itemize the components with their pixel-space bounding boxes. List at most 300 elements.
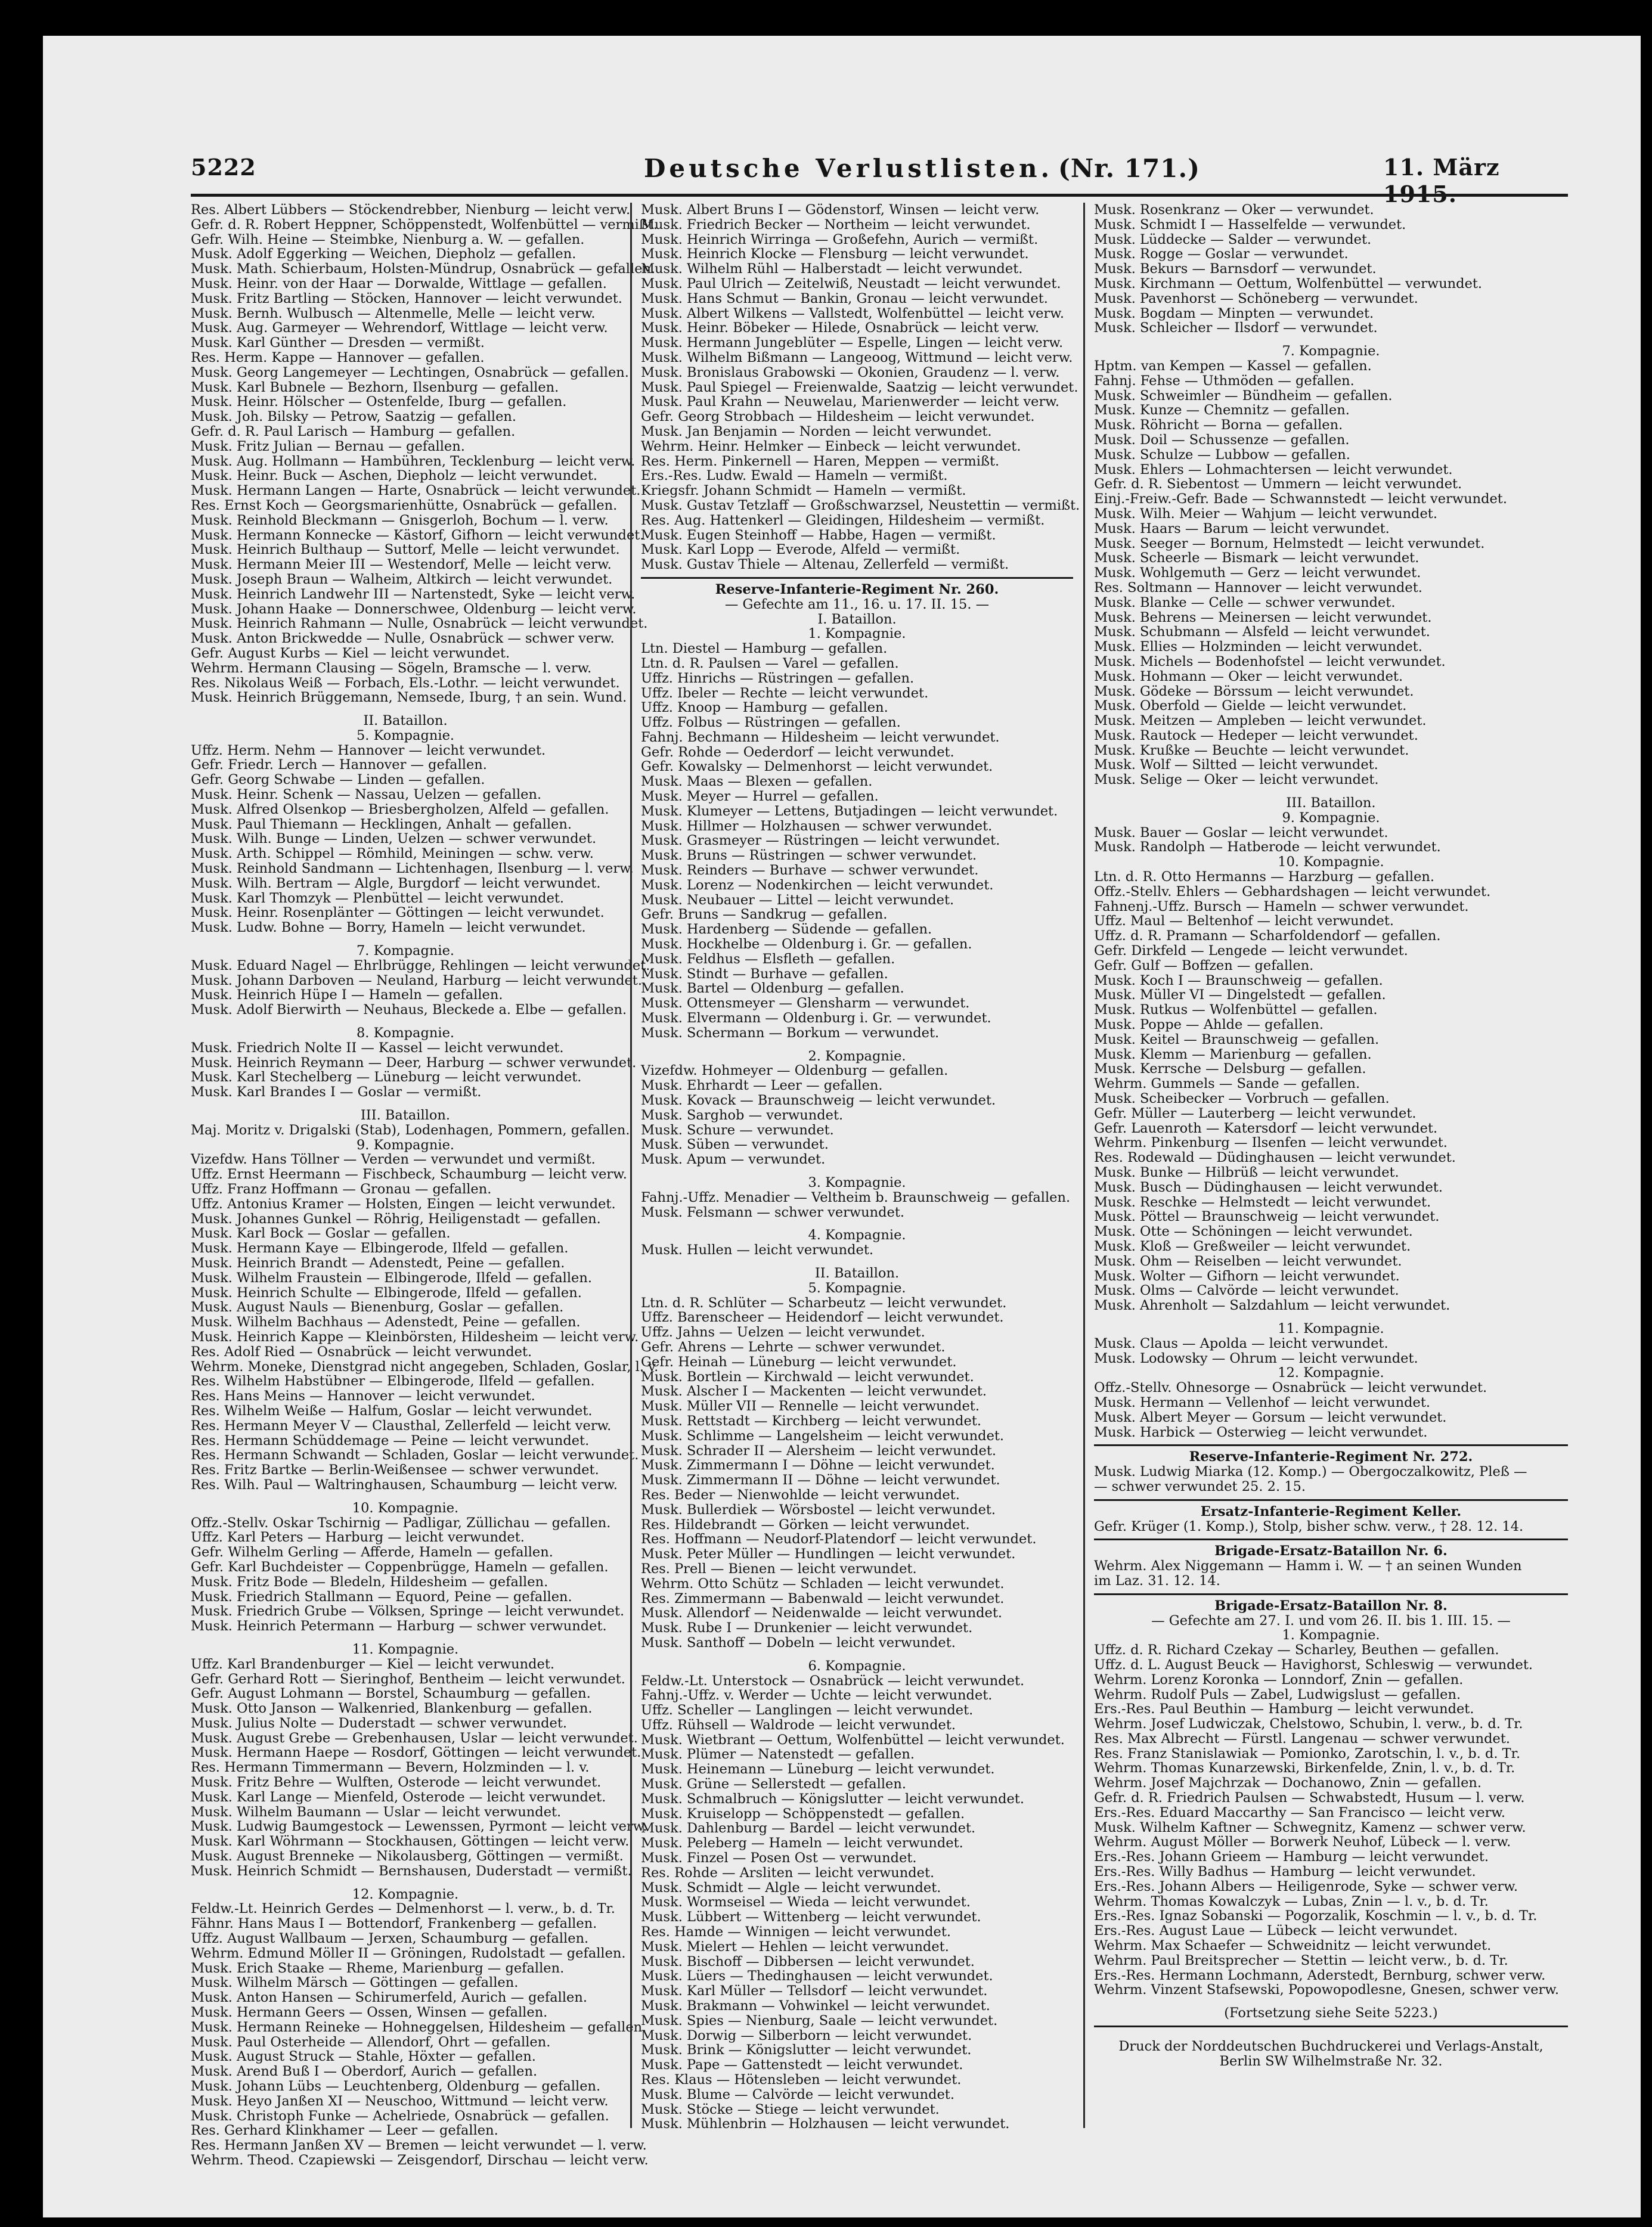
casualty-entry: Musk. Poppe — Ahlde — gefallen. <box>1094 1017 1324 1033</box>
casualty-entry: Musk. Ahrenholt — Salzdahlum — leicht verwundet. <box>1094 1298 1450 1314</box>
casualty-entry: Musk. Arth. Schippel — Römhild, Meiningen — schw. verw. <box>191 846 594 862</box>
casualty-entry: Musk. Pavenhorst — Schöneberg — verwundet. <box>1094 290 1418 306</box>
casualty-entry: Musk. Mühlenbrin — Holzhausen — leicht verwundet. <box>641 2116 1010 2132</box>
casualty-entry: Musk. August Grebe — Grebenhausen, Uslar — leicht verwundet. <box>191 1730 638 1746</box>
spacer <box>191 1493 620 1501</box>
casualty-entry: Musk. Elvermann — Oldenburg i. Gr. — verwundet. <box>641 1010 991 1026</box>
casualty-entry: Res. Hamde — Winnigen — leicht verwundet. <box>641 1924 951 1940</box>
casualty-entry: Fahnj. Bechmann — Hildesheim — leicht verwundet. <box>641 729 1000 745</box>
casualty-entry: Musk. Wilh. Meier — Wahjum — leicht verwundet. <box>1094 505 1437 522</box>
casualty-entry: Musk. Schlimme — Langelsheim — leicht verwundet. <box>641 1428 1005 1444</box>
casualty-entry: Gefr. d. R. Paul Larisch — Hamburg — gefallen. <box>191 423 516 439</box>
casualty-entry: Musk. Reinders — Burhave — schwer verwundet. <box>641 863 979 879</box>
casualty-entry: Musk. Sarghob — verwundet. <box>641 1107 844 1123</box>
casualty-entry: Musk. Stöcke — Stiege — leicht verwundet. <box>641 2101 940 2117</box>
casualty-entry: Musk. Rettstadt — Kirchberg — leicht verwundet. <box>641 1413 982 1429</box>
casualty-entry: Musk. Doil — Schussenze — gefallen. <box>1094 432 1350 448</box>
casualty-entry: Uffz. d. R. Richard Czekay — Scharley, Beuthen — gefallen. <box>1094 1642 1499 1658</box>
casualty-entry: Ers.-Res. Johann Grieem — Hamburg — leicht verwundet. <box>1094 1849 1489 1865</box>
casualty-entry: Musk. Hullen — leicht verwundet. <box>641 1242 874 1258</box>
casualty-entry: Musk. Behrens — Meinersen — leicht verwundet. <box>1094 609 1432 625</box>
casualty-entry: Wehrm. Josef Ludwiczak, Chelstowo, Schubin, l. verw., b. d. Tr. <box>1094 1716 1523 1732</box>
casualty-entry: Musk. Schubmann — Alsfeld — leicht verwundet. <box>1094 624 1430 640</box>
casualty-entry: Res. Gerhard Klinkhamer — Leer — gefallen. <box>191 2123 498 2139</box>
casualty-entry: Wehrm. Theod. Czapiewski — Zeisgendorf, Dirschau — leicht verw. <box>191 2152 649 2168</box>
casualty-entry: Musk. Heinrich Kappe — Kleinbörsten, Hildesheim — leicht verw. <box>191 1329 639 1345</box>
casualty-entry: Musk. Hermann Konnecke — Kästorf, Gifhorn — leicht verwundet. <box>191 527 644 543</box>
casualty-entry: Fahnj.-Uffz. Menadier — Veltheim b. Braunschweig — gefallen. <box>641 1189 1071 1205</box>
casualty-entry: Musk. Alscher I — Mackenten — leicht verwundet. <box>641 1384 987 1400</box>
casualty-entry: Musk. Bogdam — Minpten — verwundet. <box>1094 305 1374 321</box>
casualty-entry: Musk. Schulze — Lubbow — gefallen. <box>1094 446 1350 463</box>
casualty-entry: Musk. Friedrich Nolte II — Kassel — leicht verwundet. <box>191 1040 564 1056</box>
casualty-entry: Musk. Rogge — Goslar — verwundet. <box>1094 246 1349 262</box>
casualty-entry: Res. Beder — Nienwohlde — leicht verwundet. <box>641 1487 960 1503</box>
casualty-entry: Musk. Süben — verwundet. <box>641 1137 829 1153</box>
casualty-entry: Musk. Wilhelm Fraustein — Elbingerode, Ilfeld — gefallen. <box>191 1270 592 1286</box>
casualty-entry: Ers.-Res. Hermann Lochmann, Aderstedt, Bernburg, schwer verw. <box>1094 1967 1546 1983</box>
casualty-entry: Musk. Aug. Garmeyer — Wehrendorf, Wittlage — leicht verw. <box>191 320 608 336</box>
casualty-entry: Uffz. Ibeler — Rechte — leicht verwundet. <box>641 685 929 701</box>
casualty-entry: Musk. Meitzen — Ampleben — leicht verwundet. <box>1094 713 1427 729</box>
casualty-entry: Musk. Heinrich Landwehr III — Nartenstedt, Syke — leicht verw. <box>191 586 636 602</box>
regiment-heading: Reserve-Infanterie-Regiment Nr. 260. <box>715 581 999 597</box>
casualty-entry: Res. Herm. Pinkernell — Haren, Meppen — vermißt. <box>641 453 1000 469</box>
section-heading: 2. Kompagnie. <box>808 1048 906 1064</box>
casualty-entry: Musk. Meyer — Hurrel — gefallen. <box>641 789 879 805</box>
section-heading: Berlin SW Wilhelmstraße Nr. 32. <box>1219 2053 1443 2069</box>
casualty-entry: Musk. Albert Bruns I — Gödenstorf, Winsen — leicht verw. <box>641 202 1040 218</box>
casualty-entry: Musk. Karl Brandes I — Goslar — vermißt. <box>191 1084 482 1100</box>
casualty-entry: Musk. Schmalbruch — Königslutter — leicht verwundet. <box>641 1791 1024 1807</box>
casualty-entry: Gefr. Rohde — Oederdorf — leicht verwundet. <box>641 744 954 760</box>
casualty-entry: Musk. Julius Nolte — Duderstadt — schwer verwundet. <box>191 1715 568 1731</box>
casualty-entry: Res. Herm. Kappe — Hannover — gefallen. <box>191 349 485 365</box>
section-heading: 11. Kompagnie. <box>1278 1320 1384 1336</box>
casualty-entry: Musk. Wohlgemuth — Gerz — leicht verwundet. <box>1094 565 1421 581</box>
casualty-entry: Wehrm. Alex Niggemann — Hamm i. W. — † an seinen Wunden <box>1094 1558 1522 1574</box>
casualty-entry: Musk. Heinrich Schmidt — Bernshausen, Duderstadt — vermißt. <box>191 1863 632 1879</box>
casualty-entry: Musk. Kunze — Chemnitz — gefallen. <box>1094 402 1350 418</box>
section-heading: 9. Kompagnie. <box>356 1137 455 1153</box>
casualty-entry: Res. Wilhelm Weiße — Halfum, Goslar — leicht verwundet. <box>191 1403 593 1419</box>
casualty-entry: Musk. Müller VII — Rennelle — leicht verwundet. <box>641 1398 980 1415</box>
casualty-entry: Musk. Lodowsky — Ohrum — leicht verwundet. <box>1094 1350 1418 1366</box>
casualty-entry: Musk. Ehrhardt — Leer — gefallen. <box>641 1078 883 1094</box>
spacer <box>191 1879 620 1887</box>
casualty-entry: Musk. Johannes Gunkel — Röhrig, Heiligenstadt — gefallen. <box>191 1211 601 1227</box>
casualty-entry: Musk. Dahlenburg — Bardel — leicht verwundet. <box>641 1820 976 1837</box>
casualty-entry: Musk. Allendorf — Neidenwalde — leicht verwundet. <box>641 1605 1003 1621</box>
casualty-entry: Musk. Peter Müller — Hundlingen — leicht verwundet. <box>641 1546 1016 1562</box>
section-heading: 4. Kompagnie. <box>808 1227 906 1243</box>
casualty-entry: Musk. Paul Ulrich — Zeitelwiß, Neustadt — leicht verwundet. <box>641 275 1061 291</box>
casualty-entry: Vizefdw. Hohmeyer — Oldenburg — gefallen. <box>641 1063 949 1079</box>
casualty-entry: Musk. Bortlein — Kirchwald — leicht verwundet. <box>641 1369 974 1385</box>
casualty-entry: Wehrm. Max Schaefer — Schweidnitz — leicht verwundet. <box>1094 1938 1492 1954</box>
casualty-entry: Gefr. Ahrens — Lehrte — schwer verwundet. <box>641 1339 946 1355</box>
spacer <box>191 1634 620 1642</box>
casualty-entry: Musk. Bartel — Oldenburg — gefallen. <box>641 981 904 997</box>
section-heading: 6. Kompagnie. <box>808 1658 906 1674</box>
casualty-entry: Uffz. d. L. August Beuck — Havighorst, Schleswig — verwundet. <box>1094 1657 1533 1673</box>
casualty-entry: im Laz. 31. 12. 14. <box>1094 1572 1220 1589</box>
spacer <box>641 1041 1073 1049</box>
casualty-entry: Musk. Maas — Blexen — gefallen. <box>641 774 873 790</box>
casualty-entry: Musk. Heinr. Rosenplänter — Göttingen — leicht verwundet. <box>191 905 605 921</box>
casualty-entry: Ers.-Res. Eduard Maccarthy — San Francisco — leicht verw. <box>1094 1804 1506 1820</box>
casualty-entry: Musk. Neubauer — Littel — leicht verwundet. <box>641 892 954 908</box>
casualty-entry: Musk. Pöttel — Braunschweig — leicht verwundet. <box>1094 1209 1440 1225</box>
casualty-entry: Uffz. Antonius Kramer — Holsten, Eingen — leicht verwundet. <box>191 1196 616 1212</box>
casualty-entry: Musk. Friedrich Becker — Northeim — leicht verwundet. <box>641 216 1031 232</box>
regiment-heading: Reserve-Infanterie-Regiment Nr. 272. <box>1189 1449 1473 1465</box>
casualty-entry: Res. Zimmermann — Babenwald — leicht verwundet. <box>641 1590 1005 1606</box>
casualty-entry: Musk. Brakmann — Vohwinkel — leicht verwundet. <box>641 1998 990 2014</box>
casualty-entry: Feldw.-Lt. Unterstock — Osnabrück — leicht verwundet. <box>641 1673 1025 1689</box>
casualty-entry: Uffz. d. R. Pramann — Scharfoldendorf — gefallen. <box>1094 928 1441 944</box>
casualty-entry: Musk. Adolf Bierwirth — Neuhaus, Bleckede a. Elbe — gefallen. <box>191 1002 627 1018</box>
casualty-entry: Musk. Lübbert — Wittenberg — leicht verwundet. <box>641 1909 981 1925</box>
casualty-entry: Res. Hildebrandt — Görken — leicht verwundet. <box>641 1516 970 1533</box>
section-heading: (Fortsetzung siehe Seite 5223.) <box>1224 2005 1438 2021</box>
casualty-entry: Musk. Zimmermann II — Döhne — leicht verwundet. <box>641 1472 1000 1488</box>
casualty-entry: Gefr. Gerhard Rott — Sieringhof, Bentheim — leicht verwundet. <box>191 1671 625 1687</box>
casualty-entry: Wehrm. Rudolf Puls — Zabel, Ludwigslust — gefallen. <box>1094 1686 1461 1702</box>
casualty-entry: Res. Prell — Bienen — leicht verwundet. <box>641 1561 917 1577</box>
casualty-entry: Gefr. Georg Schwabe — Linden — gefallen. <box>191 772 485 788</box>
casualty-entry: Hptm. van Kempen — Kassel — gefallen. <box>1094 358 1372 374</box>
casualty-entry: Res. Hermann Schwandt — Schladen, Goslar — leicht verwundet. <box>191 1447 639 1463</box>
casualty-entry: Musk. Michels — Bodenhofstel — leicht verwundet. <box>1094 653 1446 669</box>
casualty-entry: Musk. Oberfold — Gielde — leicht verwundet. <box>1094 698 1407 714</box>
casualty-entry: Musk. Bischoff — Dibbersen — leicht verwundet. <box>641 1953 975 1969</box>
section-rule <box>641 577 1073 579</box>
casualty-entry: Musk. Heinrich Bulthaup — Suttorf, Melle — leicht verwundet. <box>191 542 620 558</box>
casualty-entry: Musk. Klemm — Marienburg — gefallen. <box>1094 1046 1372 1062</box>
section-heading: 12. Kompagnie. <box>352 1886 459 1902</box>
casualty-entry: Musk. Heinr. Böbeker — Hilede, Osnabrück — leicht verw. <box>641 320 1039 336</box>
casualty-entry: Musk. Ludwig Baumgestock — Lewenssen, Pyrmont — leicht verw. <box>191 1819 647 1835</box>
casualty-entry: Musk. Gödeke — Börssum — leicht verwundet. <box>1094 683 1414 699</box>
spacer <box>191 705 620 714</box>
casualty-entry: Musk. Scheerle — Bismark — leicht verwundet. <box>1094 550 1419 566</box>
casualty-entry: Musk. Wolter — Gifhorn — leicht verwundet. <box>1094 1268 1400 1284</box>
casualty-entry: Musk. Heinr. Buck — Aschen, Diepholz — leicht verwundet. <box>191 468 598 484</box>
casualty-entry: Gefr. Wilh. Heine — Steimbke, Nienburg a. W. — gefallen. <box>191 231 585 247</box>
casualty-entry: Musk. Johann Darboven — Neuland, Harburg — leicht verwundet. <box>191 972 642 988</box>
casualty-entry: Musk. Friedrich Grube — Völksen, Springe — leicht verwundet. <box>191 1603 625 1620</box>
casualty-entry: Gefr. Georg Strobbach — Hildesheim — leicht verwundet. <box>641 409 1035 425</box>
casualty-entry: Musk. Wilhelm Bachhaus — Adenstedt, Peine — gefallen. <box>191 1314 581 1330</box>
casualty-entry: Wehrm. Thomas Kowalczyk — Lubas, Znin — l. v., b. d. Tr. <box>1094 1893 1489 1909</box>
casualty-entry: Musk. Reinhold Sandmann — Lichtenhagen, Ilsenburg — l. verw. <box>191 861 634 877</box>
casualty-entry: Ltn. d. R. Schlüter — Scharbeutz — leicht verwundet. <box>641 1295 1007 1311</box>
section-rule <box>1094 2026 1568 2027</box>
spacer <box>641 1651 1073 1659</box>
casualty-entry: Gefr. Dirkfeld — Lengede — leicht verwundet. <box>1094 943 1408 959</box>
column-2 <box>641 202 1080 2132</box>
casualty-entry: Musk. Aug. Hollmann — Hambühren, Tecklenburg — leicht verw. <box>191 453 636 469</box>
casualty-entry: Uffz. Hinrichs — Rüstringen — gefallen. <box>641 670 915 686</box>
section-heading: — Gefechte am 27. I. und vom 26. II. bis 1. III. 15. — <box>1151 1612 1511 1629</box>
casualty-entry: Musk. Bullerdiek — Wörsbostel — leicht verwundet. <box>641 1502 996 1518</box>
casualty-entry: Musk. Schmidt I — Hasselfelde — verwundet. <box>1094 216 1406 232</box>
casualty-entry: Musk. Koch I — Braunschweig — gefallen. <box>1094 972 1383 988</box>
casualty-entry: Musk. Rutkus — Wolfenbüttel — gefallen. <box>1094 1002 1378 1018</box>
casualty-entry: Res. Klaus — Hötensleben — leicht verwundet. <box>641 2072 962 2088</box>
casualty-entry: Musk. Anton Brickwedde — Nulle, Osnabrück — schwer verw. <box>191 631 615 647</box>
section-heading: 7. Kompagnie. <box>356 943 455 959</box>
casualty-entry: Musk. Ottensmeyer — Glensharm — verwundet. <box>641 995 970 1012</box>
casualty-entry: Musk. Röhricht — Borna — gefallen. <box>1094 417 1343 433</box>
section-heading: III. Bataillon. <box>1286 795 1376 811</box>
casualty-entry: Wehrm. Heinr. Helmker — Einbeck — leicht verwundet. <box>641 438 1021 454</box>
casualty-entry: Musk. Wilh. Bunge — Linden, Uelzen — schwer verwundet. <box>191 831 597 847</box>
casualty-entry: Musk. Blanke — Celle — schwer verwundet. <box>1094 594 1396 610</box>
casualty-entry: Uffz. Knoop — Hamburg — gefallen. <box>641 700 888 716</box>
casualty-entry: Musk. Karl Wöhrmann — Stockhausen, Göttingen — leicht verw. <box>191 1834 630 1850</box>
section-rule <box>1094 1499 1568 1501</box>
section-rule <box>1094 1444 1568 1446</box>
casualty-entry: Musk. Gustav Tetzlaff — Großschwarzsel, Neustettin — vermißt. <box>641 497 1080 513</box>
casualty-entry: Musk. Heinrich Rahmann — Nulle, Osnabrück — leicht verwundet. <box>191 616 648 632</box>
header-rule <box>191 194 1568 197</box>
casualty-entry: Res. Adolf Ried — Osnabrück — leicht verwundet. <box>191 1344 532 1360</box>
casualty-entry: Musk. Erich Staake — Rheme, Marienburg — gefallen. <box>191 1960 565 1976</box>
casualty-entry: Musk. Santhoff — Dobeln — leicht verwundet. <box>641 1634 956 1651</box>
casualty-entry: Uffz. Karl Peters — Harburg — leicht verwundet. <box>191 1530 525 1546</box>
casualty-entry: Musk. Dorwig — Silberborn — leicht verwundet. <box>641 2027 972 2043</box>
casualty-entry: Musk. Peleberg — Hameln — leicht verwundet. <box>641 1835 963 1851</box>
section-heading: 7. Kompagnie. <box>1282 343 1380 359</box>
casualty-entry: Musk. Seeger — Bornum, Helmstedt — leicht verwundet. <box>1094 535 1485 551</box>
spacer <box>1094 2031 1568 2039</box>
casualty-entry: Uffz. Jahns — Uelzen — leicht verwundet. <box>641 1325 925 1341</box>
casualty-entry: Offz.-Stellv. Ehlers — Gebhardshagen — leicht verwundet. <box>1094 883 1491 900</box>
casualty-entry: Musk. Lüddecke — Salder — verwundet. <box>1094 231 1372 247</box>
casualty-entry: Uffz. Ernst Heermann — Fischbeck, Schaumburg — leicht verw. <box>191 1167 627 1183</box>
casualty-entry: Musk. Wilhelm Bißmann — Langeoog, Wittmund — leicht verw. <box>641 349 1073 365</box>
casualty-entry: Wehrm. August Möller — Borwerk Neuhof, Lübeck — l. verw. <box>1094 1834 1511 1850</box>
casualty-entry: Musk. Lorenz — Nodenkirchen — leicht verwundet. <box>641 877 994 893</box>
casualty-entry: Musk. Schrader II — Alersheim — leicht verwundet. <box>641 1443 997 1459</box>
casualty-entry: Musk. Hermann Jungeblüter — Espelle, Lingen — leicht verw. <box>641 335 1064 351</box>
casualty-entry: Musk. Otte — Schöningen — leicht verwundet. <box>1094 1224 1413 1240</box>
section-heading: — Gefechte am 11., 16. u. 17. II. 15. — <box>724 596 990 612</box>
casualty-entry: Offz.-Stellv. Oskar Tschirnig — Padligar, Züllichau — gefallen. <box>191 1515 611 1531</box>
casualty-entry: Musk. Heinr. Hölscher — Ostenfelde, Iburg — gefallen. <box>191 394 567 410</box>
casualty-entry: Musk. Karl Günther — Dresden — vermißt. <box>191 335 485 351</box>
section-heading: III. Bataillon. <box>360 1108 451 1124</box>
casualty-entry: Musk. Wilh. Bertram — Algle, Burgdorf — leicht verwundet. <box>191 875 601 891</box>
casualty-entry: Musk. Bruns — Rüstringen — schwer verwundet. <box>641 848 977 864</box>
casualty-entry: Musk. Arend Buß I — Oberdorf, Aurich — gefallen. <box>191 2064 538 2080</box>
casualty-entry: Wehrm. Vinzent Stafsewski, Popowopodlesne, Gnesen, schwer verw. <box>1094 1982 1560 1998</box>
casualty-entry: Musk. Randolph — Hatberode — leicht verwundet. <box>1094 839 1441 855</box>
casualty-entry: Musk. Klumeyer — Lettens, Butjadingen — leicht verwundet. <box>641 803 1058 819</box>
column-divider <box>1083 203 1085 2128</box>
section-rule <box>1094 1593 1568 1595</box>
casualty-entry: Gefr. Kowalsky — Delmenhorst — leicht verwundet. <box>641 759 993 775</box>
publication-title: Deutsche Verlustlisten. <box>644 154 1053 183</box>
casualty-entry: Gefr. d. R. Robert Heppner, Schöppenstedt, Wolfenbüttel — vermißt. <box>191 216 658 232</box>
casualty-entry: Gefr. Friedr. Lerch — Hannover — gefallen. <box>191 757 487 773</box>
casualty-entry: Musk. Gustav Thiele — Altenau, Zellerfeld — vermißt. <box>641 557 1009 573</box>
casualty-entry: Musk. Hans Schmut — Bankin, Gronau — leicht verwundet. <box>641 290 1048 306</box>
casualty-entry: Musk. Bronislaus Grabowski — Okonien, Graudenz — l. verw. <box>641 364 1060 380</box>
casualty-entry: Musk. Heinrich Brandt — Adenstedt, Peine — gefallen. <box>191 1255 565 1271</box>
casualty-entry: Feldw.-Lt. Heinrich Gerdes — Delmenhorst — l. verw., b. d. Tr. <box>191 1901 615 1917</box>
casualty-entry: Ltn. d. R. Paulsen — Varel — gefallen. <box>641 655 899 671</box>
spacer <box>641 1167 1073 1175</box>
casualty-entry: Musk. Ellies — Holzminden — leicht verwundet. <box>1094 639 1422 655</box>
casualty-entry: Musk. Grasmeyer — Rüstringen — leicht verwundet. <box>641 833 1000 849</box>
section-heading: II. Bataillon. <box>814 1265 900 1281</box>
casualty-entry: Res. Soltmann — Hannover — leicht verwundet. <box>1094 579 1422 595</box>
casualty-entry: Kriegsfr. Johann Schmidt — Hameln — vermißt. <box>641 483 966 499</box>
casualty-entry: Fahnenj.-Uffz. Bursch — Hameln — schwer verwundet. <box>1094 898 1469 914</box>
casualty-entry: Wehrm. Gummels — Sande — gefallen. <box>1094 1076 1360 1092</box>
casualty-entry: Musk. Kloß — Greßweiler — leicht verwundet. <box>1094 1238 1411 1254</box>
casualty-entry: Wehrm. Moneke, Dienstgrad nicht angegeben, Schladen, Goslar, l. v. <box>191 1358 659 1375</box>
casualty-entry: Musk. Fritz Bode — Bledeln, Hildesheim — gefallen. <box>191 1574 548 1590</box>
casualty-entry: Musk. Hermann Kaye — Elbingerode, Ilfeld — gefallen. <box>191 1240 569 1257</box>
section-heading: 12. Kompagnie. <box>1278 1365 1384 1381</box>
casualty-entry: Musk. Heinemann — Lüneburg — leicht verwundet. <box>641 1761 995 1778</box>
casualty-entry: Musk. Heinrich Brüggemann, Nemsede, Iburg, † an sein. Wund. <box>191 690 627 706</box>
casualty-entry: Musk. Hermann Haepe — Rosdorf, Göttingen — leicht verwundet. <box>191 1745 641 1761</box>
casualty-entry: Musk. Apum — verwundet. <box>641 1152 826 1168</box>
casualty-entry: Musk. Lüers — Thedinghausen — leicht verwundet. <box>641 1968 993 1984</box>
casualty-entry: Musk. Anton Hansen — Schirumerfeld, Aurich — gefallen. <box>191 1990 587 2006</box>
casualty-entry: Musk. Wormseisel — Wieda — leicht verwundet. <box>641 1894 971 1910</box>
casualty-entry: Musk. Kovack — Braunschweig — leicht verwundet. <box>641 1093 996 1109</box>
section-heading: II. Bataillon. <box>363 713 448 729</box>
newspaper-page <box>191 119 1568 2168</box>
casualty-entry: Musk. Johann Lübs — Leuchtenberg, Oldenburg — gefallen. <box>191 2079 601 2095</box>
casualty-entry: Musk. Jan Benjamin — Norden — leicht verwundet. <box>641 423 992 439</box>
casualty-entry: Einj.-Freiw.-Gefr. Bade — Schwannstedt — leicht verwundet. <box>1094 491 1507 507</box>
casualty-entry: Musk. Karl Lange — Mienfeld, Osterode — leicht verwundet. <box>191 1789 606 1805</box>
casualty-entry: Musk. Kruiselopp — Schöppenstedt — gefallen. <box>641 1806 965 1822</box>
spacer <box>191 1100 620 1108</box>
casualty-entry: Musk. Olms — Calvörde — leicht verwundet. <box>1094 1283 1399 1299</box>
spacer <box>1094 1998 1568 2006</box>
casualty-entry: Musk. Harbick — Osterwieg — leicht verwundet. <box>1094 1424 1428 1440</box>
casualty-entry: Musk. Math. Schierbaum, Holsten-Mündrup, Osnabrück — gefallen. <box>191 261 656 277</box>
casualty-entry: Gefr. d. R. Siebentost — Ummern — leicht verwundet. <box>1094 476 1462 492</box>
casualty-entry: Musk. Mielert — Hehlen — leicht verwundet. <box>641 1938 949 1955</box>
casualty-entry: Musk. Heinrich Klocke — Flensburg — leicht verwundet. <box>641 246 1029 262</box>
casualty-entry: Musk. Reschke — Helmstedt — leicht verwundet. <box>1094 1194 1431 1210</box>
section-heading: Druck der Norddeutschen Buchdruckerei und Verlags-Anstalt, <box>1118 2039 1543 2055</box>
casualty-entry: Ers.-Res. Paul Beuthin — Hamburg — leicht verwundet. <box>1094 1701 1474 1717</box>
casualty-entry: Res. Hermann Janßen XV — Bremen — leicht verwundet — l. verw. <box>191 2138 647 2154</box>
casualty-entry: Musk. Bunke — Hilbrüß — leicht verwundet. <box>1094 1165 1399 1180</box>
casualty-entry: Musk. Heinrich Schulte — Elbingerode, Ilfeld — gefallen. <box>191 1285 582 1301</box>
column-3 <box>1094 203 1568 2128</box>
casualty-entry: Musk. Hockhelbe — Oldenburg i. Gr. — gefallen. <box>641 936 972 953</box>
casualty-entry: Ers.-Res. Ludw. Ewald — Hameln — vermißt. <box>641 468 948 484</box>
casualty-entry: Gefr. Heinah — Lüneburg — leicht verwundet. <box>641 1354 957 1370</box>
casualty-entry: Ers.-Res. Ignaz Sobanski — Pogorzalik, Koschmin — l. v., b. d. Tr. <box>1094 1908 1538 1924</box>
casualty-entry: Musk. Otto Janson — Walkenried, Blankenburg — gefallen. <box>191 1701 593 1717</box>
casualty-entry: Musk. Fritz Julian — Bernau — gefallen. <box>191 438 465 454</box>
casualty-entry: Ltn. d. R. Otto Hermanns — Harzburg — gefallen. <box>1094 869 1435 885</box>
casualty-entry: Musk. Paul Spiegel — Freienwalde, Saatzig — leicht verwundet. <box>641 379 1078 395</box>
casualty-entry: Wehrm. Paul Breitsprecher — Stettin — leicht verw., b. d. Tr. <box>1094 1952 1508 1968</box>
casualty-entry: Musk. Heinr. Schenk — Nassau, Uelzen — gefallen. <box>191 787 542 803</box>
casualty-entry: Res. Ernst Koch — Georgsmarienhütte, Osnabrück — gefallen. <box>191 497 618 513</box>
casualty-entry: Musk. Keitel — Braunschweig — gefallen. <box>1094 1031 1380 1047</box>
casualty-entry: Musk. Felsmann — schwer verwundet. <box>641 1204 905 1220</box>
casualty-entry: Musk. Scheibecker — Vorbruch — gefallen. <box>1094 1091 1390 1107</box>
section-heading: 5. Kompagnie. <box>808 1280 906 1296</box>
casualty-entry: Musk. Grüne — Sellerstedt — gefallen. <box>641 1776 907 1792</box>
casualty-entry: Ltn. Diestel — Hamburg — gefallen. <box>641 641 888 657</box>
casualty-entry: Musk. Adolf Eggerking — Weichen, Diepholz — gefallen. <box>191 246 577 262</box>
spacer <box>1094 1313 1568 1322</box>
section-rule <box>1094 1539 1568 1540</box>
casualty-entry: Uffz. Herm. Nehm — Hannover — leicht verwundet. <box>191 742 546 758</box>
casualty-entry: Musk. Georg Langemeyer — Lechtingen, Osnabrück — gefallen. <box>191 364 629 380</box>
casualty-entry: Musk. Hermann Meier III — Westendorf, Melle — leicht verw. <box>191 557 612 573</box>
spacer <box>1094 787 1568 796</box>
page-number: 5222 <box>191 154 256 181</box>
section-heading: 8. Kompagnie. <box>356 1025 455 1041</box>
casualty-entry: Musk. Paul Krahn — Neuwelau, Marienwerder — leicht verw. <box>641 394 1059 410</box>
spacer <box>1094 336 1568 344</box>
casualty-entry: Musk. Wolf — Siltted — leicht verwundet. <box>1094 757 1378 773</box>
casualty-entry: Musk. Schleicher — Ilsdorf — verwundet. <box>1094 320 1378 336</box>
casualty-entry: Res. Rodewald — Düdinghausen — leicht verwundet. <box>1094 1150 1456 1166</box>
casualty-entry: Uffz. Scheller — Langlingen — leicht verwundet. <box>641 1702 974 1719</box>
casualty-entry: Musk. Rautock — Hedeper — leicht verwundet. <box>1094 727 1418 743</box>
casualty-entry: Musk. Wilhelm Baumann — Uslar — leicht verwundet. <box>191 1804 562 1820</box>
casualty-entry: Musk. Paul Thiemann — Hecklingen, Anhalt — gefallen. <box>191 816 572 832</box>
casualty-entry: Musk. Karl Stechelberg — Lüneburg — leicht verwundet. <box>191 1069 582 1085</box>
casualty-entry: Gefr. August Lohmann — Borstel, Schaumburg — gefallen. <box>191 1686 591 1702</box>
casualty-entry: Musk. Heyo Janßen XI — Neuschoo, Wittmund — leicht verw. <box>191 2093 609 2109</box>
casualty-entry: Musk. Hillmer — Holzhausen — schwer verwundet. <box>641 818 993 834</box>
regiment-heading: Ersatz-Infanterie-Regiment Keller. <box>1200 1503 1462 1519</box>
casualty-entry: Wehrm. Hermann Clausing — Sögeln, Bramsche — l. verw. <box>191 660 592 676</box>
casualty-entry: Gefr. Müller — Lauterberg — leicht verwundet. <box>1094 1105 1417 1121</box>
casualty-entry: Gefr. Krüger (1. Komp.), Stolp, bisher schw. verw., † 28. 12. 14. <box>1094 1518 1524 1534</box>
casualty-entry: Wehrm. Josef Majchrzak — Dochanowo, Znin — gefallen. <box>1094 1775 1482 1791</box>
casualty-entry: Uffz. Franz Hoffmann — Gronau — gefallen. <box>191 1181 492 1197</box>
casualty-entry: Res. Hermann Schüddemage — Peine — leicht verwundet. <box>191 1432 590 1449</box>
section-heading: 10. Kompagnie. <box>352 1500 459 1516</box>
casualty-entry: Musk. August Brenneke — Nikolausberg, Göttingen — vermißt. <box>191 1848 624 1865</box>
casualty-entry: Musk. Finzel — Posen Ost — verwundet. <box>641 1850 917 1866</box>
casualty-entry: Musk. August Nauls — Bienenburg, Goslar — gefallen. <box>191 1299 564 1316</box>
casualty-entry: Musk. Eugen Steinhoff — Habbe, Hagen — vermißt. <box>641 527 996 543</box>
section-heading: 10. Kompagnie. <box>1278 854 1384 870</box>
casualty-entry: Musk. Karl Bock — Goslar — gefallen. <box>191 1226 451 1242</box>
casualty-entry: Fahnj. Fehse — Uthmöden — gefallen. <box>1094 373 1355 389</box>
casualty-entry: Musk. Claus — Apolda — leicht verwundet. <box>1094 1335 1388 1351</box>
casualty-entry: Gefr. d. R. Friedrich Paulsen — Schwabstedt, Husum — l. verw. <box>1094 1790 1525 1806</box>
spacer <box>641 1220 1073 1228</box>
casualty-entry: Musk. August Struck — Stahle, Höxter — gefallen. <box>191 2049 536 2065</box>
casualty-entry: Res. Albert Lübbers — Stöckendrebber, Nienburg — leicht verw. <box>191 202 631 218</box>
casualty-entry: Musk. Busch — Düdinghausen — leicht verwundet. <box>1094 1179 1443 1195</box>
casualty-entry: Musk. Friedrich Stallmann — Equord, Peine — gefallen. <box>191 1589 572 1605</box>
casualty-entry: Musk. Fritz Behre — Wulften, Osterode — leicht verwundet. <box>191 1775 602 1791</box>
casualty-entry: Musk. Joh. Bilsky — Petrow, Saatzig — gefallen. <box>191 409 517 425</box>
